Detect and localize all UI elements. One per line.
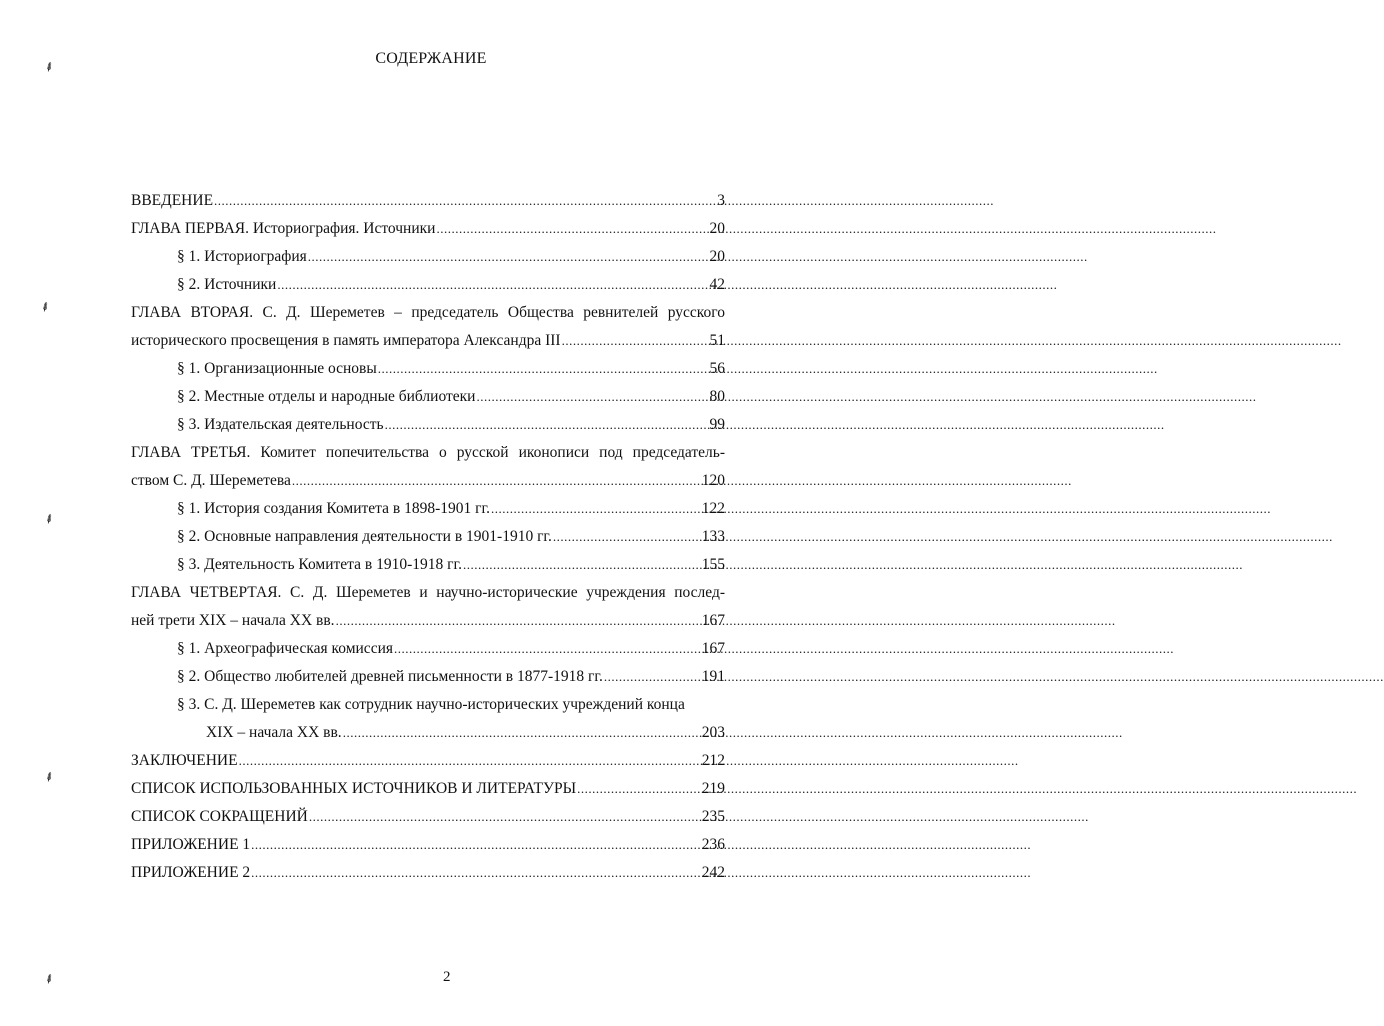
dot-leader — [343, 719, 701, 747]
toc-entry-label: § 3. Издательская деятельность — [177, 416, 384, 433]
toc-page-number: 3 — [717, 192, 725, 209]
dot-leader — [562, 327, 709, 355]
toc-entry-chapter-2-line-1: ГЛАВА ВТОРАЯ. С. Д. Шереметев – председатель Общества ревнителей русского — [131, 304, 725, 321]
toc-entry-abbreviations — [131, 803, 725, 831]
toc-entry-label: СПИСОК СОКРАЩЕНИЙ — [131, 808, 308, 825]
toc-page-number: 20 — [709, 248, 725, 265]
toc-entry-chapter-3-line-1: ГЛАВА ТРЕТЬЯ. Комитет попечительства о русской иконописи под председатель- — [131, 444, 725, 461]
toc-entry-section-line-1 — [131, 691, 725, 719]
dot-leader — [491, 495, 701, 523]
toc-entry-label: § 2. Общество любителей древней письменности в 1877-1918 гг. — [177, 668, 603, 685]
toc-entry-chapter-2 — [131, 327, 725, 355]
toc-entry-label: XIX – начала XX вв. — [206, 724, 342, 741]
toc-entry-introduction — [131, 187, 725, 215]
dot-leader — [463, 551, 701, 579]
toc-page-number: 155 — [701, 556, 725, 573]
toc-page-number: 212 — [701, 752, 725, 769]
toc-page-number: 191 — [701, 668, 725, 685]
toc-entry-label: ВВЕДЕНИЕ — [131, 192, 214, 209]
toc-page-number: 167 — [701, 612, 725, 629]
toc-entry-section — [131, 383, 725, 411]
toc-entry-chapter-3 — [131, 467, 725, 495]
dot-leader — [394, 635, 701, 663]
toc-entry-label: ПРИЛОЖЕНИЕ 1 — [131, 836, 251, 853]
toc-entry-section — [131, 355, 725, 383]
dot-leader — [378, 355, 709, 383]
toc-entry-label: § 1. История создания Комитета в 1898-1901 гг. — [177, 500, 490, 517]
toc-page-number: 219 — [701, 780, 725, 797]
toc-page-number: 120 — [701, 472, 725, 489]
dot-leader — [577, 775, 701, 803]
toc-entry-label: ЗАКЛЮЧЕНИЕ — [131, 752, 238, 769]
dot-leader — [214, 187, 716, 215]
toc-page-number: 167 — [701, 640, 725, 657]
toc-entry-sources — [131, 775, 725, 803]
dot-leader — [239, 747, 701, 775]
toc-entry-section — [131, 719, 725, 747]
dot-leader — [309, 803, 701, 831]
toc-page-number: 236 — [701, 836, 725, 853]
page-number: 2 — [443, 969, 451, 985]
toc-entry-label: § 2. Источники — [177, 276, 277, 293]
dot-leader — [476, 383, 708, 411]
toc-entry-label: ГЛАВА ПЕРВАЯ. Историография. Источники — [131, 220, 436, 237]
toc-entry-label: § 2. Местные отделы и народные библиотеки — [177, 388, 476, 405]
toc-entry-label: § 1. Историография — [177, 248, 307, 265]
dot-leader — [292, 467, 701, 495]
toc-entry-section — [131, 411, 725, 439]
toc-entry-label: § 3. Деятельность Комитета в 1910-1918 гг. — [177, 556, 462, 573]
toc-entry-label: § 1. Археографическая комиссия — [177, 640, 393, 657]
toc-entry-label: ством С. Д. Шереметева — [131, 472, 291, 489]
toc-entry-section — [131, 663, 725, 691]
dot-leader — [553, 523, 701, 551]
toc-entry-chapter-4 — [131, 607, 725, 635]
toc-page-number: 51 — [709, 332, 725, 349]
dot-leader — [604, 663, 701, 691]
toc-entry-label: § 2. Основные направления деятельности в 1901-1910 гг. — [177, 528, 552, 545]
toc-page-number: 133 — [701, 528, 725, 545]
toc-entry-section — [131, 243, 725, 271]
toc-entry-section — [131, 523, 725, 551]
toc-entry-label: СПИСОК ИСПОЛЬЗОВАННЫХ ИСТОЧНИКОВ И ЛИТЕРАТУРЫ — [131, 780, 577, 797]
toc-entry-appendix-1 — [131, 831, 725, 859]
toc-page-number: 99 — [709, 416, 725, 433]
toc-page-number: 56 — [709, 360, 725, 377]
toc-entry-section — [131, 635, 725, 663]
toc-entry-chapter-1 — [131, 215, 725, 243]
toc-entry-appendix-2 — [131, 859, 725, 887]
toc-page-number: 242 — [701, 864, 725, 881]
toc-entry-label: ПРИЛОЖЕНИЕ 2 — [131, 864, 251, 881]
binding-hole-mark-icon: ⸙ — [41, 767, 58, 787]
toc-entry-section — [131, 495, 725, 523]
toc-entry-label: § 3. С. Д. Шереметев как сотрудник научно-исторических учреждений конца — [177, 696, 685, 713]
dot-leader — [251, 831, 701, 859]
binding-hole-mark-icon: ⸙ — [37, 297, 54, 317]
dot-leader — [251, 859, 701, 887]
dot-leader — [277, 271, 708, 299]
dot-leader — [308, 243, 709, 271]
toc-page-number: 122 — [701, 500, 725, 517]
toc-entry-chapter-4-line-1: ГЛАВА ЧЕТВЕРТАЯ. С. Д. Шереметев и научно-исторические учреждения послед- — [131, 584, 725, 601]
dot-leader — [436, 215, 708, 243]
toc-entry-conclusion — [131, 747, 725, 775]
toc-entry-section — [131, 271, 725, 299]
table-of-contents — [131, 187, 725, 887]
toc-entry-section — [131, 551, 725, 579]
dot-leader — [336, 607, 701, 635]
toc-page-number: 235 — [701, 808, 725, 825]
toc-page-number: 80 — [709, 388, 725, 405]
binding-hole-mark-icon: ⸙ — [41, 509, 58, 529]
toc-page-number: 42 — [709, 276, 725, 293]
toc-page-number: 203 — [701, 724, 725, 741]
toc-entry-label: § 1. Организационные основы — [177, 360, 377, 377]
binding-hole-mark-icon: ⸙ — [41, 969, 58, 989]
toc-page-number: 20 — [709, 220, 725, 237]
dot-leader — [385, 411, 709, 439]
toc-entry-label: исторического просвещения в память императора Александра III — [131, 332, 561, 349]
page-title: СОДЕРЖАНИЕ — [375, 50, 487, 67]
toc-entry-label: ней трети XIX – начала XX вв. — [131, 612, 335, 629]
binding-hole-mark-icon: ⸙ — [41, 57, 58, 77]
